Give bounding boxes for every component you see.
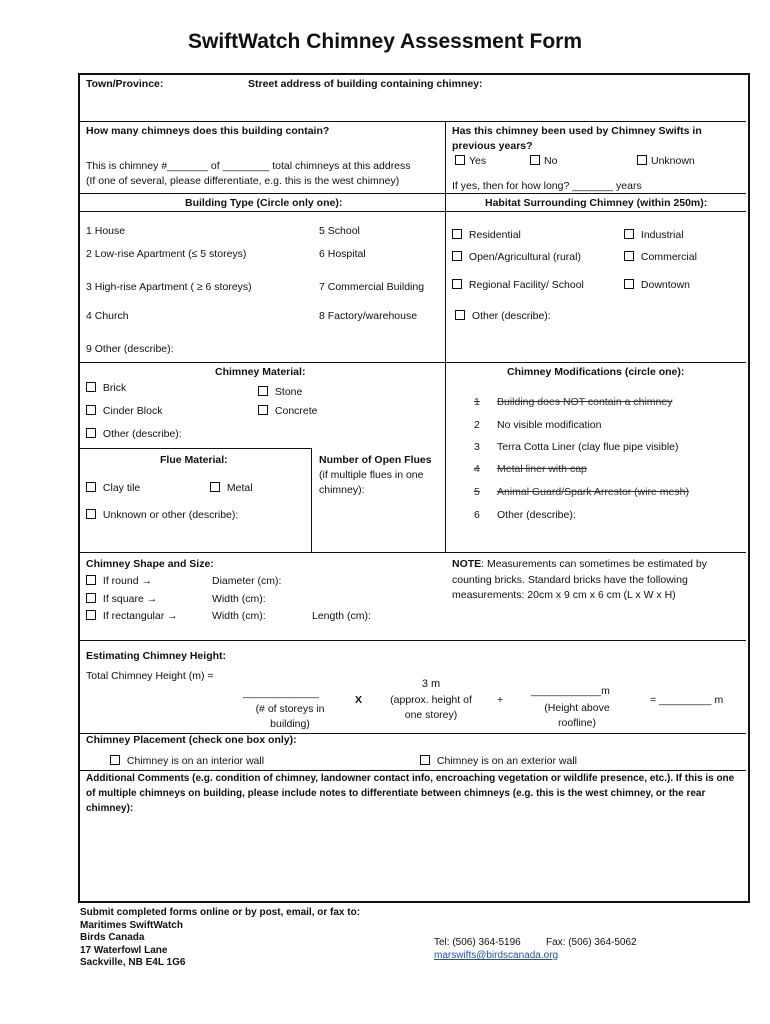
modification-number[interactable]: 4 xyxy=(474,463,480,475)
how-long-field[interactable]: If yes, then for how long? _______ years xyxy=(452,180,642,192)
material-label: Cinder Block xyxy=(102,405,163,417)
placement-label: Chimney is on an interior wall xyxy=(126,755,265,767)
placement-header: Chimney Placement (check one box only): xyxy=(86,734,297,746)
measurement-note xyxy=(452,558,707,572)
plus-sign: + xyxy=(497,694,504,706)
modification-option[interactable]: No visible modification xyxy=(497,419,602,431)
flue-metal[interactable] xyxy=(210,482,253,496)
org-name-birds-canada: Birds Canada xyxy=(80,932,145,943)
shape-round[interactable] xyxy=(86,575,152,589)
street-label: Street address of building containing chimney: xyxy=(248,78,483,90)
checkbox-icon[interactable] xyxy=(637,155,647,165)
divider xyxy=(79,448,311,449)
checkbox-icon[interactable] xyxy=(258,386,268,396)
measurement-note-line3: measurements: 20cm x 9 cm x 6 cm (L x W x H) xyxy=(452,589,676,601)
total-height-field[interactable]: = _________ m xyxy=(650,694,724,706)
material-stone[interactable] xyxy=(258,386,302,400)
swifts-question: Has this chimney been used by Chimney Swifts in xyxy=(452,125,702,137)
address-street: 17 Waterfowl Lane xyxy=(80,944,168,956)
divider xyxy=(79,640,746,641)
placement-label: Chimney is on an exterior wall xyxy=(436,755,577,767)
habitat-header: Habitat Surrounding Chimney (within 250m): xyxy=(485,197,708,209)
unknown-option[interactable] xyxy=(637,155,695,169)
checkbox-icon[interactable] xyxy=(624,279,634,289)
material-label: Other (describe): xyxy=(102,428,182,440)
building-type-school[interactable]: 5 School xyxy=(319,225,360,237)
modification-option[interactable]: Building does NOT contain a chimney xyxy=(497,396,673,408)
habitat-industrial[interactable] xyxy=(624,229,684,243)
material-brick[interactable] xyxy=(86,382,126,396)
checkbox-icon[interactable] xyxy=(86,405,96,415)
flue-unknown[interactable] xyxy=(86,509,238,523)
yes-label: Yes xyxy=(469,155,487,167)
building-type-lowrise[interactable]: 2 Low-rise Apartment (≤ 5 storeys) xyxy=(86,248,247,260)
placement-interior[interactable] xyxy=(110,755,264,769)
shape-size-header: Chimney Shape and Size: xyxy=(86,558,214,570)
modification-number[interactable]: 1 xyxy=(474,396,480,408)
shape-label: If square → xyxy=(102,593,158,605)
material-cinder-block[interactable] xyxy=(86,405,162,419)
shape-label: If rectangular → xyxy=(102,610,178,622)
habitat-label: Downtown xyxy=(640,279,690,291)
divider xyxy=(79,211,746,212)
phone-number: Tel: (506) 364-5196 xyxy=(434,937,521,948)
placement-exterior[interactable] xyxy=(420,755,577,769)
checkbox-icon[interactable] xyxy=(86,428,96,438)
divider xyxy=(79,362,746,363)
habitat-commercial[interactable] xyxy=(624,251,697,265)
modification-option[interactable]: Animal Guard/Spark Arrestor (wire mesh) xyxy=(497,486,689,498)
org-name: Maritimes SwiftWatch xyxy=(80,919,183,931)
flue-clay-tile[interactable] xyxy=(86,482,140,496)
storey-height-value: 3 m xyxy=(421,678,441,690)
checkbox-icon[interactable] xyxy=(86,382,96,392)
divider xyxy=(79,552,746,553)
shape-square[interactable] xyxy=(86,593,157,607)
divider xyxy=(445,121,446,362)
footer-address xyxy=(80,907,360,970)
checkbox-icon[interactable] xyxy=(210,482,220,492)
chimney-material-header: Chimney Material: xyxy=(215,366,306,378)
note-label: NOTE xyxy=(452,558,482,570)
flue-label: Metal xyxy=(226,482,253,494)
habitat-label: Open/Agricultural (rural) xyxy=(468,251,581,263)
open-flues-field[interactable]: chimney): xyxy=(319,484,365,496)
flue-label: Unknown or other (describe): xyxy=(102,509,239,521)
habitat-downtown[interactable] xyxy=(624,279,690,293)
checkbox-icon[interactable] xyxy=(530,155,540,165)
habitat-regional-facility[interactable] xyxy=(452,279,584,293)
checkbox-icon[interactable] xyxy=(86,610,96,620)
modification-option[interactable]: Other (describe): xyxy=(497,509,576,521)
height-header: Estimating Chimney Height: xyxy=(86,650,227,662)
checkbox-icon[interactable] xyxy=(86,482,96,492)
building-type-hospital[interactable]: 6 Hospital xyxy=(319,248,366,260)
modification-option[interactable]: Metal liner with cap xyxy=(497,463,587,475)
building-type-commercial[interactable]: 7 Commercial Building xyxy=(319,281,425,293)
material-other[interactable] xyxy=(86,428,182,442)
habitat-label: Industrial xyxy=(640,229,684,241)
checkbox-icon[interactable] xyxy=(110,755,120,765)
yes-option[interactable] xyxy=(455,155,486,169)
submit-instructions: Submit completed forms online or by post, email, or fax to: xyxy=(80,907,361,918)
total-height-label: Total Chimney Height (m) = xyxy=(86,670,214,682)
habitat-residential[interactable] xyxy=(452,229,521,243)
storeys-label-cont: building) xyxy=(270,718,310,730)
habitat-label: Commercial xyxy=(640,251,697,263)
roofline-label-cont: roofline) xyxy=(558,717,596,729)
roofline-blank[interactable]: ____________m xyxy=(531,685,610,697)
no-label: No xyxy=(544,155,558,167)
checkbox-icon[interactable] xyxy=(624,229,634,239)
building-type-factory[interactable]: 8 Factory/warehouse xyxy=(319,310,418,322)
building-type-header: Building Type (Circle only one): xyxy=(185,197,343,209)
flue-material-header: Flue Material: xyxy=(160,454,228,466)
divider xyxy=(79,770,746,771)
checkbox-icon[interactable] xyxy=(455,310,465,320)
page-title: SwiftWatch Chimney Assessment Form xyxy=(187,30,583,53)
habitat-label: Residential xyxy=(468,229,521,241)
storey-height-label: (approx. height of xyxy=(390,694,472,706)
comments-area[interactable] xyxy=(84,818,740,894)
habitat-other[interactable] xyxy=(455,310,551,324)
multiply-sign: X xyxy=(355,694,363,706)
note-text: : Measurements can sometimes be estimated by xyxy=(481,558,708,570)
roofline-label: (Height above xyxy=(544,702,610,714)
checkbox-icon[interactable] xyxy=(86,509,96,519)
swifts-question-cont: previous years? xyxy=(452,140,533,152)
open-flues-header: Number of Open Flues xyxy=(319,454,432,466)
open-flues-sub: (if multiple flues in one xyxy=(319,469,424,481)
length-field[interactable]: Length (cm): xyxy=(312,610,371,622)
material-label: Brick xyxy=(102,382,127,394)
checkbox-icon[interactable] xyxy=(86,593,96,603)
habitat-label: Regional Facility/ School xyxy=(468,279,584,291)
width-field-rect[interactable]: Width (cm): xyxy=(212,610,266,622)
checkbox-icon[interactable] xyxy=(452,229,462,239)
address-city: Sackville, NB E4L 1G6 xyxy=(80,957,186,968)
checkbox-icon[interactable] xyxy=(455,155,465,165)
chimney-count-question: How many chimneys does this building contain? xyxy=(86,125,330,137)
storeys-label: (# of storeys in xyxy=(255,703,325,715)
building-type-church[interactable]: 4 Church xyxy=(86,310,129,322)
modification-number[interactable]: 3 xyxy=(474,441,480,453)
shape-label: If round → xyxy=(102,575,152,587)
material-label: Stone xyxy=(274,386,303,398)
material-concrete[interactable] xyxy=(258,405,318,419)
modification-number[interactable]: 2 xyxy=(474,419,480,431)
diameter-field[interactable]: Diameter (cm): xyxy=(212,575,282,587)
modification-number[interactable]: 6 xyxy=(474,509,480,521)
storeys-blank[interactable]: _____________ xyxy=(243,687,319,699)
material-label: Concrete xyxy=(274,405,318,417)
comments-instructions-cont: of multiple chimneys on building, please include notes to differentiate between chimneys (e.g. this is the west chimney, or the rear xyxy=(86,788,706,799)
checkbox-icon[interactable] xyxy=(420,755,430,765)
building-type-house[interactable]: 1 House xyxy=(86,225,126,237)
checkbox-icon[interactable] xyxy=(452,251,462,261)
measurement-note-line2: counting bricks. Standard bricks have the following xyxy=(452,574,688,586)
comments-instructions-end: chimney): xyxy=(86,803,134,814)
shape-rectangular[interactable] xyxy=(86,610,178,624)
width-field-square[interactable]: Width (cm): xyxy=(212,593,266,605)
chimney-number-line[interactable]: This is chimney #_______ of ________ total chimneys at this address xyxy=(86,160,411,172)
divider xyxy=(445,362,446,552)
town-label: Town/Province: xyxy=(86,78,164,90)
checkbox-icon[interactable] xyxy=(258,405,268,415)
chimney-differentiate-hint: (If one of several, please differentiate, e.g. this is the west chimney) xyxy=(86,175,400,187)
habitat-label: Other (describe): xyxy=(471,310,551,322)
building-type-highrise[interactable]: 3 High-rise Apartment ( ≥ 6 storeys) xyxy=(86,281,252,293)
flue-label: Clay tile xyxy=(102,482,141,494)
habitat-open-agricultural[interactable] xyxy=(452,251,581,265)
fax-number: Fax: (506) 364-5062 xyxy=(546,937,637,948)
building-type-other[interactable]: 9 Other (describe): xyxy=(86,343,174,355)
checkbox-icon[interactable] xyxy=(452,279,462,289)
checkbox-icon[interactable] xyxy=(86,575,96,585)
checkbox-icon[interactable] xyxy=(624,251,634,261)
comments-instructions: Additional Comments (e.g. condition of chimney, landowner contact info, encroaching vegetation or wildlife presence, etc.). If this is one xyxy=(86,773,735,784)
modification-number[interactable]: 5 xyxy=(474,486,480,498)
modifications-header: Chimney Modifications (circle one): xyxy=(507,366,685,378)
divider xyxy=(79,121,746,122)
modification-option[interactable]: Terra Cotta Liner (clay flue pipe visible) xyxy=(497,441,679,453)
email-link[interactable]: marswifts@birdscanada.org xyxy=(434,950,559,961)
divider xyxy=(311,448,312,552)
storey-height-label-cont: one storey) xyxy=(404,709,458,721)
unknown-label: Unknown xyxy=(651,155,695,167)
no-option[interactable] xyxy=(530,155,557,169)
divider xyxy=(79,193,746,194)
